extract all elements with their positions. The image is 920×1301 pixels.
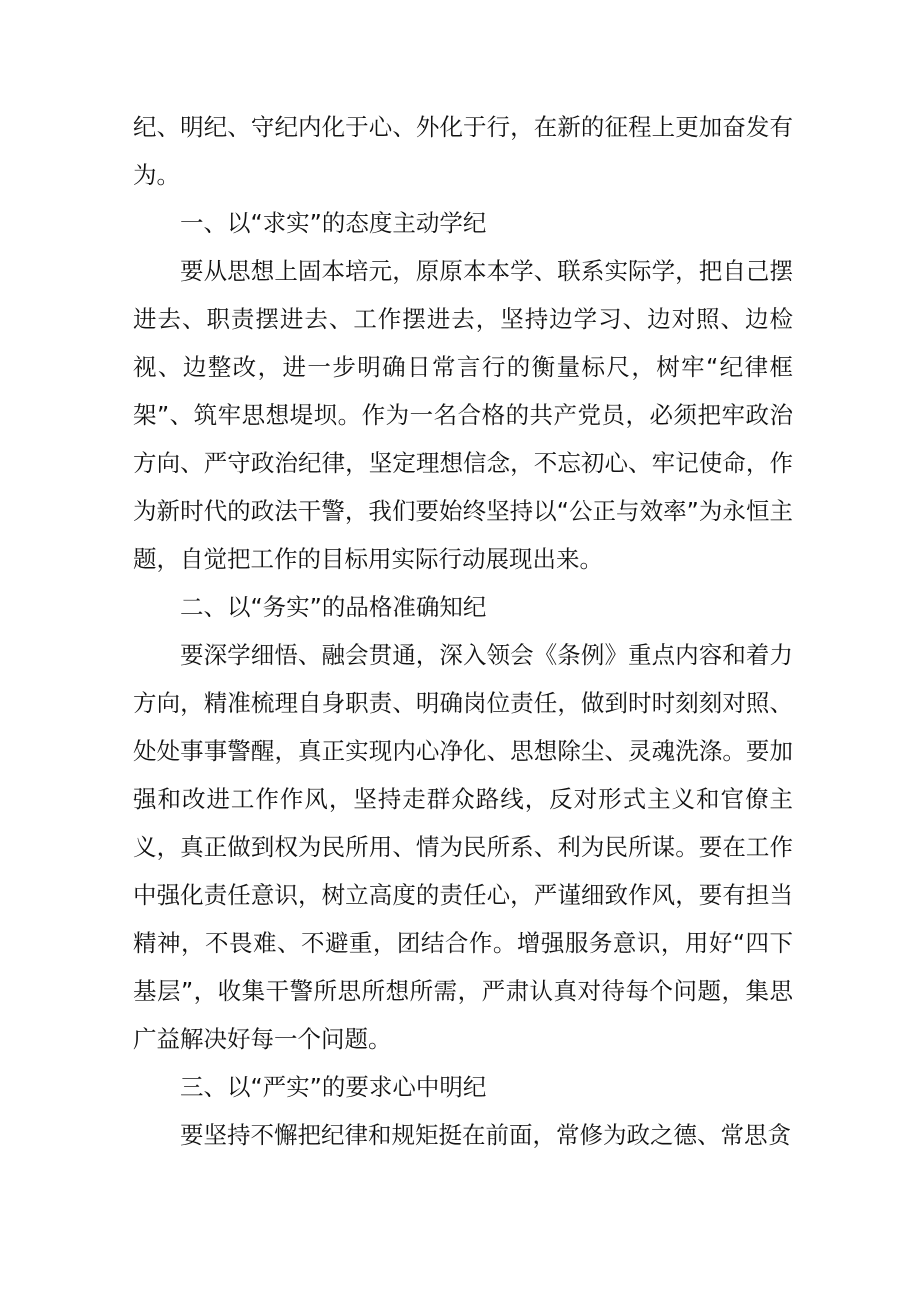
section-body-3: 要坚持不懈把纪律和规矩挺在前面，常修为政之德、常思贪 xyxy=(180,1121,791,1149)
section-heading-3: 三、以“严实”的要求心中明纪 xyxy=(180,1073,487,1101)
continuation-paragraph: 纪、明纪、守纪内化于心、外化于行，在新的征程上更加奋发有为。 xyxy=(133,113,793,189)
section-body-1: 要从思想上固本培元，原原本本学、联系实际学，把自己摆进去、职责摆进去、工作摆进去，坚持边学习、边对照、边检视、边整改，进一步明确日常言行的衡量标尺，树牢“纪律框架”、筑牢思想堤坝。作为一名合格的共产党员，必须把牢政治方向、严守政治纪律，坚定理想信念，不忘初心、牢记使命，作为新时代的政法干警，我们要始终坚持以“公正与效率”为永恒主题，自觉把工作的目标用实际行动展现出来。 xyxy=(133,257,793,573)
document-body xyxy=(133,103,793,1159)
section-heading-1: 一、以“求实”的态度主动学纪 xyxy=(180,209,487,237)
section-body-2: 要深学细悟、融会贯通，深入领会《条例》重点内容和着力方向，精准梳理自身职责、明确岗位责任，做到时时刻刻对照、处处事事警醒，真正实现内心净化、思想除尘、灵魂洗涤。要加强和改进工作作风，坚持走群众路线，反对形式主义和官僚主义，真正做到权为民所用、情为民所系、利为民所谋。要在工作中强化责任意识，树立高度的责任心，严谨细致作风，要有担当精神，不畏难、不避重，团结合作。增强服务意识，用好“四下基层”，收集干警所思所想所需，严肃认真对待每个问题，集思广益解决好每一个问题。 xyxy=(133,641,793,1053)
section-heading-2: 二、以“务实”的品格准确知纪 xyxy=(180,593,487,621)
